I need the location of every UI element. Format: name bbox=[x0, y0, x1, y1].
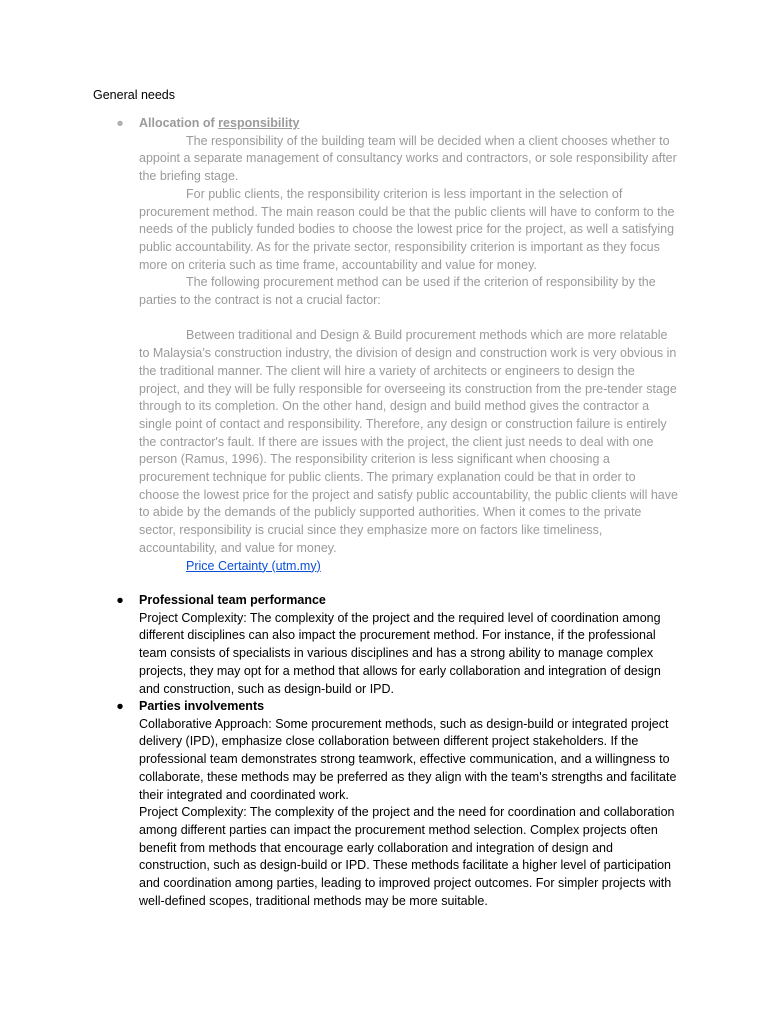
paragraph: For public clients, the responsibility criterion is less important in the selection of procurement method. The main reason could be that the public clients will have to conform to the needs of the publicly funded bodies to choose the lowest price for the project, as well a satisfying public accountability. As for the private sector, responsibility criterion is important as they focus more on criteria such as time frame, accountability and value for money. bbox=[139, 186, 675, 272]
paragraph: Project Complexity: The complexity of the project and the required level of coordination among different disciplines can also impact the procurement method. For instance, if the professional team consists of specialists in various disciplines and has a strong ability to manage complex projects, they may opt for a method that allows for early collaboration and integration of design and construction, such as design-build or IPD. bbox=[139, 610, 661, 696]
bullet-icon: ● bbox=[116, 699, 124, 713]
section-heading: General needs bbox=[93, 88, 176, 102]
item-title: Professional team performance bbox=[139, 593, 326, 607]
blank-line bbox=[139, 310, 679, 328]
price-certainty-link[interactable]: Price Certainty (utm.my) bbox=[186, 558, 321, 573]
paragraph: Collaborative Approach: Some procurement methods, such as design-build or integrated project delivery (IPD), emphasize close collaboration between different project stakeholders. If the professional team demonstrates strong teamwork, effective communication, and a willingness to collaborate, these methods may be preferred as they align with the team's strengths and facilitate their integrated and coordinated work. bbox=[139, 716, 677, 802]
bullet-icon: ● bbox=[116, 593, 124, 607]
item-title-underlined: responsibility bbox=[218, 116, 300, 130]
paragraph: Between traditional and Design & Build procurement methods which are more relatable to Malaysia’s construction industry, the division of design and construction work is very obvious in the traditional manner. The client will hire a variety of architects or engineers to design the project, and they will be fully responsible for overseeing its construction from the pre-tender stage through to its completion. On the other hand, design and build method gives the contractor a single point of contact and responsibility. Therefore, any design or construction failure is entirely the contractor's fault. If there are issues with the project, the client just needs to deal with one person (Ramus, 1996). The responsibility criterion is less significant when choosing a procurement technique for public clients. The primary explanation could be that in order to choose the lowest price for the project and satisfy public accountability, the public clients will have to abide by the demands of the publicly supported authorities. When it comes to the private sector, responsibility is crucial since they emphasize more on factors like timeliness, accountability, and value for money. bbox=[139, 328, 678, 555]
bullet-icon: ● bbox=[116, 116, 124, 130]
list-item-allocation-of-responsibility bbox=[116, 115, 679, 575]
paragraph: The following procurement method can be used if the criterion of responsibility by the parties to the contract is not a crucial factor: bbox=[139, 275, 656, 308]
item-title-prefix: Allocation of bbox=[139, 116, 219, 130]
paragraph: The responsibility of the building team will be decided when a client chooses whether to appoint a separate management of consultancy works and contractors, or sole responsibility after the briefing stage. bbox=[139, 133, 677, 184]
list-item-professional-team-performance bbox=[116, 592, 679, 698]
list-item-parties-involvements bbox=[116, 698, 679, 910]
paragraph: Project Complexity: The complexity of the project and the need for coordination and collaboration among different parties can impact the procurement method selection. Complex projects often benefit from methods that encourage early collaboration and integration of design and construction, such as design-build or IPD. These methods facilitate a higher level of participation and coordination among parties, leading to improved project outcomes. For simpler projects with well-defined scopes, traditional methods may be more suitable. bbox=[139, 805, 675, 908]
item-title bbox=[139, 115, 679, 133]
item-title: Parties involvements bbox=[139, 699, 265, 713]
